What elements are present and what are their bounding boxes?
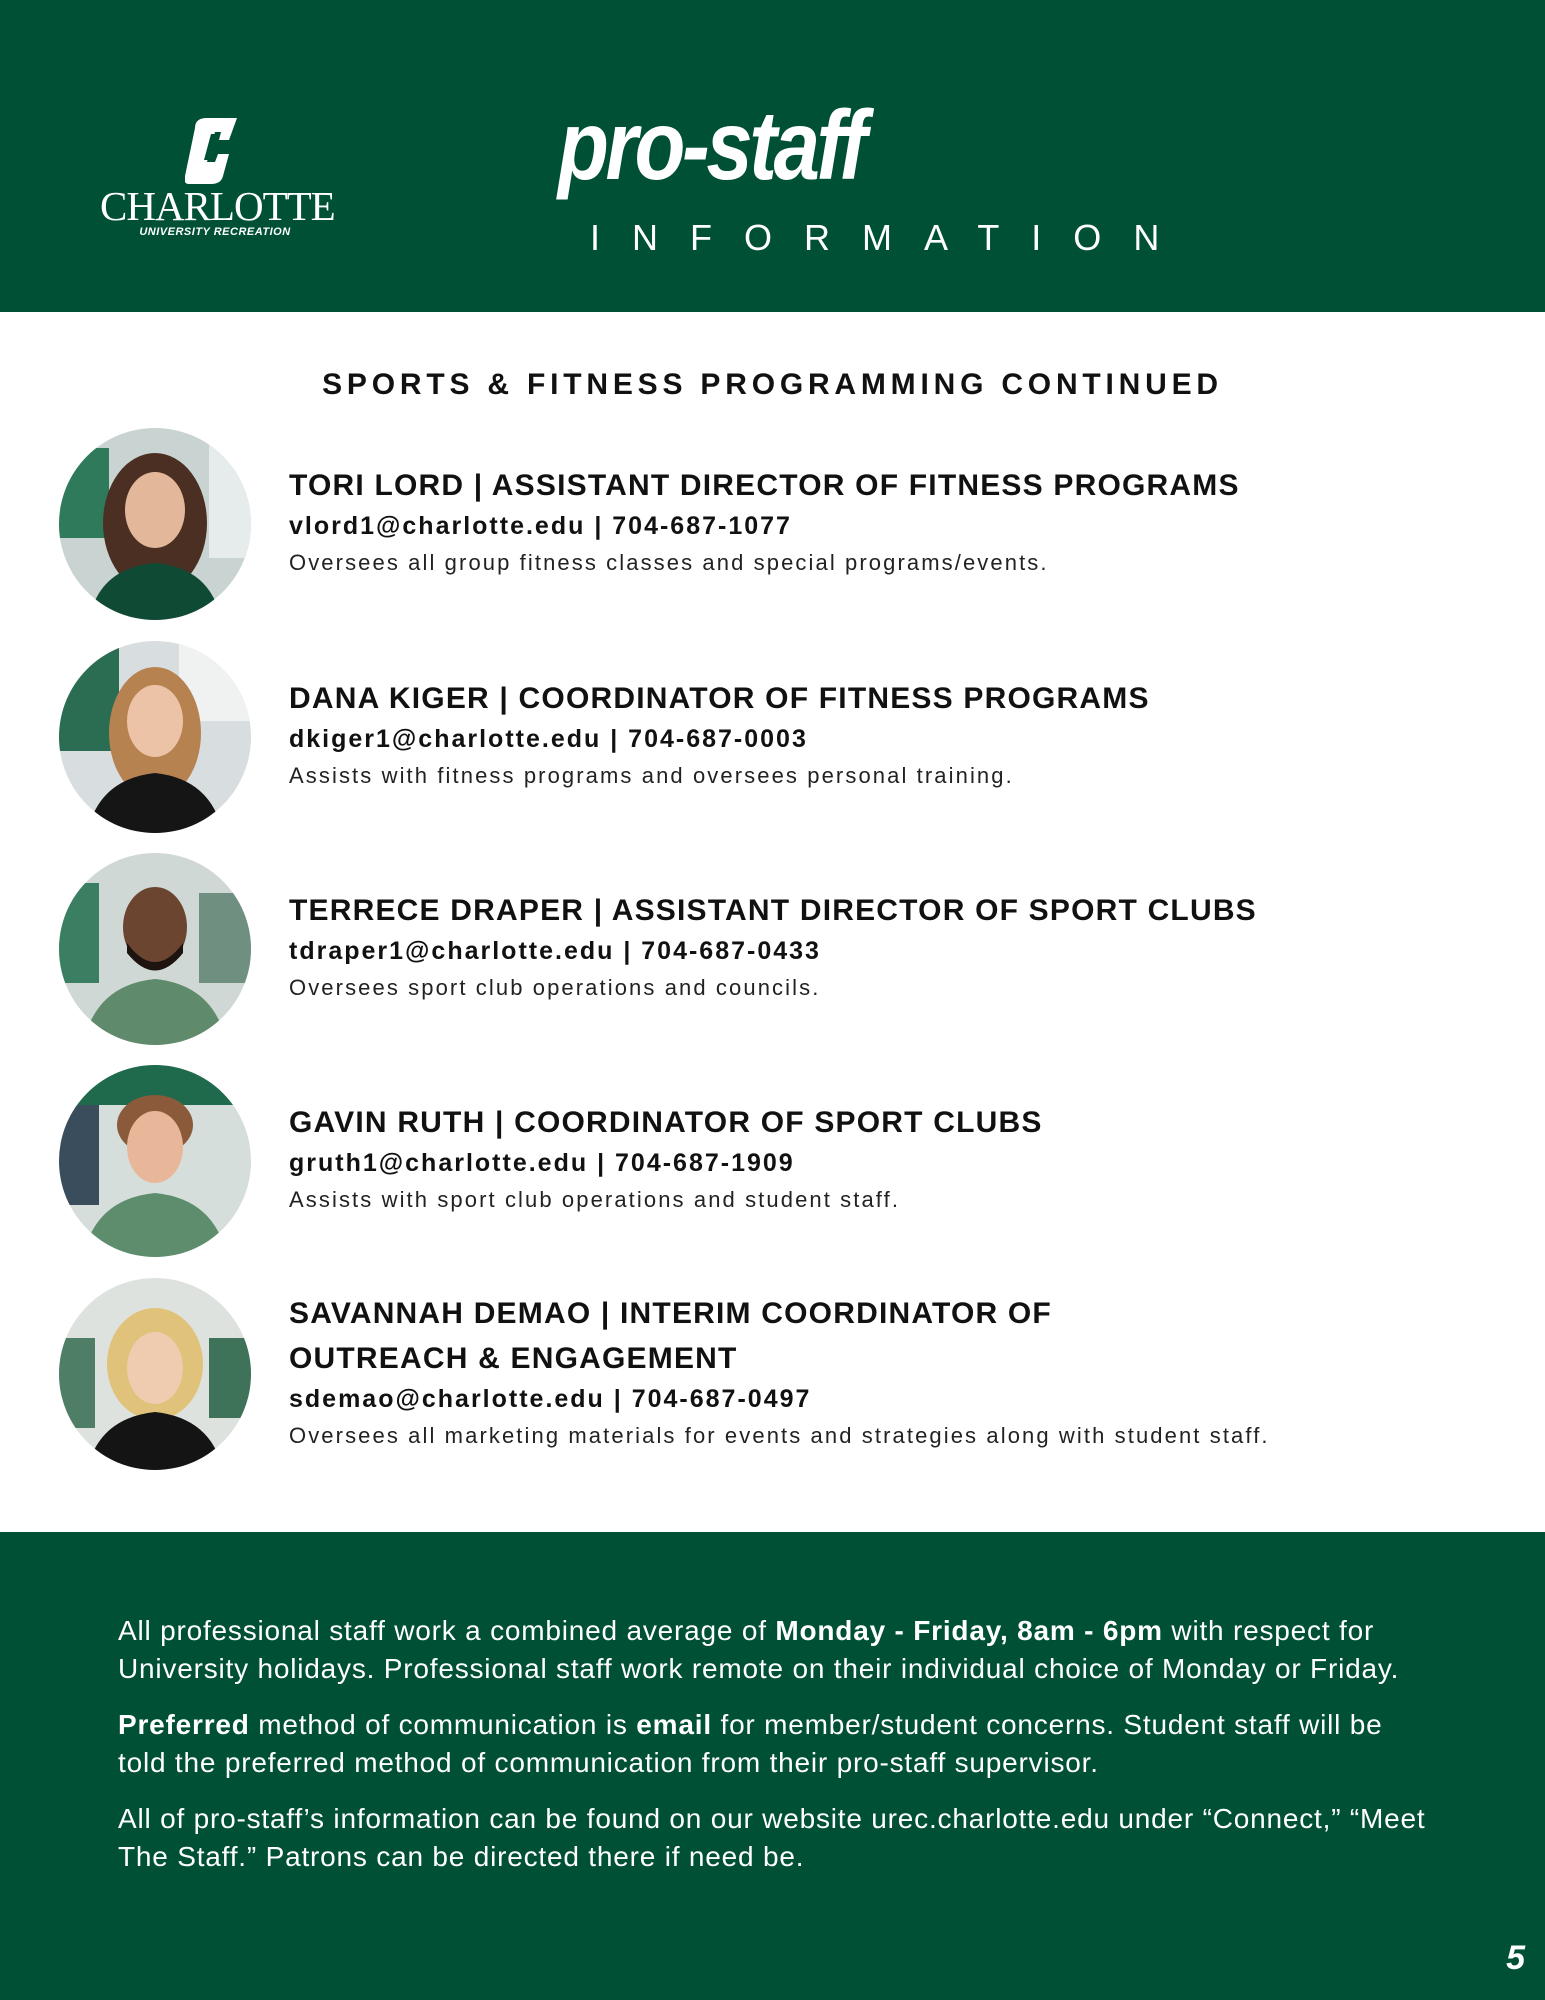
footer-text: method of communication is [249, 1709, 637, 1740]
person-photo-icon [59, 641, 251, 833]
page-subtitle: INFORMATION [590, 217, 1192, 258]
staff-name-title: TERRECE DRAPER | ASSISTANT DIRECTOR OF SPORT CLUBS [289, 894, 1257, 927]
staff-description: Assists with fitness programs and oversees personal training. [289, 763, 1014, 788]
staff-description: Oversees all marketing materials for events and strategies along with student staff. [289, 1423, 1270, 1448]
footer-text: for member/student concerns. Student staff will be told the preferred method of communication from their pro-staff supervisor. [118, 1709, 1383, 1778]
person-photo-icon [59, 1278, 251, 1470]
page-title: pro-staff [558, 90, 864, 200]
staff-contact: gruth1@charlotte.edu | 704-687-1909 [289, 1149, 795, 1177]
person-photo-icon [59, 428, 251, 620]
staff-contact: vlord1@charlotte.edu | 704-687-1077 [289, 512, 792, 540]
footer-notes [118, 1612, 1438, 1894]
footer-panel [0, 1532, 1545, 2000]
staff-photo-avatar [59, 641, 251, 833]
staff-description: Oversees all group fitness classes and special programs/events. [289, 550, 1049, 575]
footer-text: with respect for University holidays. Professional staff work remote on their individual choice of Monday or Friday. [118, 1615, 1400, 1684]
staff-name-title: TORI LORD | ASSISTANT DIRECTOR OF FITNESS PROGRAMS [289, 469, 1240, 502]
footer-website-paragraph: All of pro-staff’s information can be found on our website urec.charlotte.edu under “Connect,” “Meet The Staff.” Patrons can be directed there if need be. [118, 1803, 1426, 1872]
staff-photo-avatar [59, 853, 251, 1045]
footer-communication-paragraph [118, 1706, 1438, 1782]
logo-subtitle: UNIVERSITY RECREATION [139, 226, 291, 238]
staff-contact: dkiger1@charlotte.edu | 704-687-0003 [289, 725, 808, 753]
charlotte-c-logo-icon [185, 118, 243, 184]
staff-photo-avatar [59, 1065, 251, 1257]
page-number: 5 [1506, 1939, 1525, 1977]
staff-photo-avatar [59, 1278, 251, 1470]
footer-text: All professional staff work a combined average of [118, 1615, 776, 1646]
footer-preferred-bold: Preferred [118, 1709, 250, 1740]
section-heading: SPORTS & FITNESS PROGRAMMING CONTINUED [322, 368, 1223, 401]
footer-email-bold: email [636, 1709, 712, 1740]
staff-description: Assists with sport club operations and student staff. [289, 1187, 901, 1212]
staff-name-title: GAVIN RUTH | COORDINATOR OF SPORT CLUBS [289, 1106, 1043, 1139]
footer-hours-bold: Monday - Friday, 8am - 6pm [775, 1615, 1163, 1646]
staff-name-title: SAVANNAH DEMAO | INTERIM COORDINATOR OF OUTREACH & ENGAGEMENT [289, 1297, 1052, 1375]
person-photo-icon [59, 853, 251, 1045]
footer-hours-paragraph [118, 1612, 1438, 1688]
staff-contact: tdraper1@charlotte.edu | 704-687-0433 [289, 937, 821, 965]
staff-photo-avatar [59, 428, 251, 620]
logo-wordmark: CHARLOTTE [100, 183, 335, 229]
staff-name-title: DANA KIGER | COORDINATOR OF FITNESS PROGRAMS [289, 682, 1150, 715]
person-photo-icon [59, 1065, 251, 1257]
header-banner [0, 0, 1545, 312]
staff-contact: sdemao@charlotte.edu | 704-687-0497 [289, 1385, 812, 1413]
staff-description: Oversees sport club operations and councils. [289, 975, 821, 1000]
charlotte-logo [100, 118, 335, 243]
